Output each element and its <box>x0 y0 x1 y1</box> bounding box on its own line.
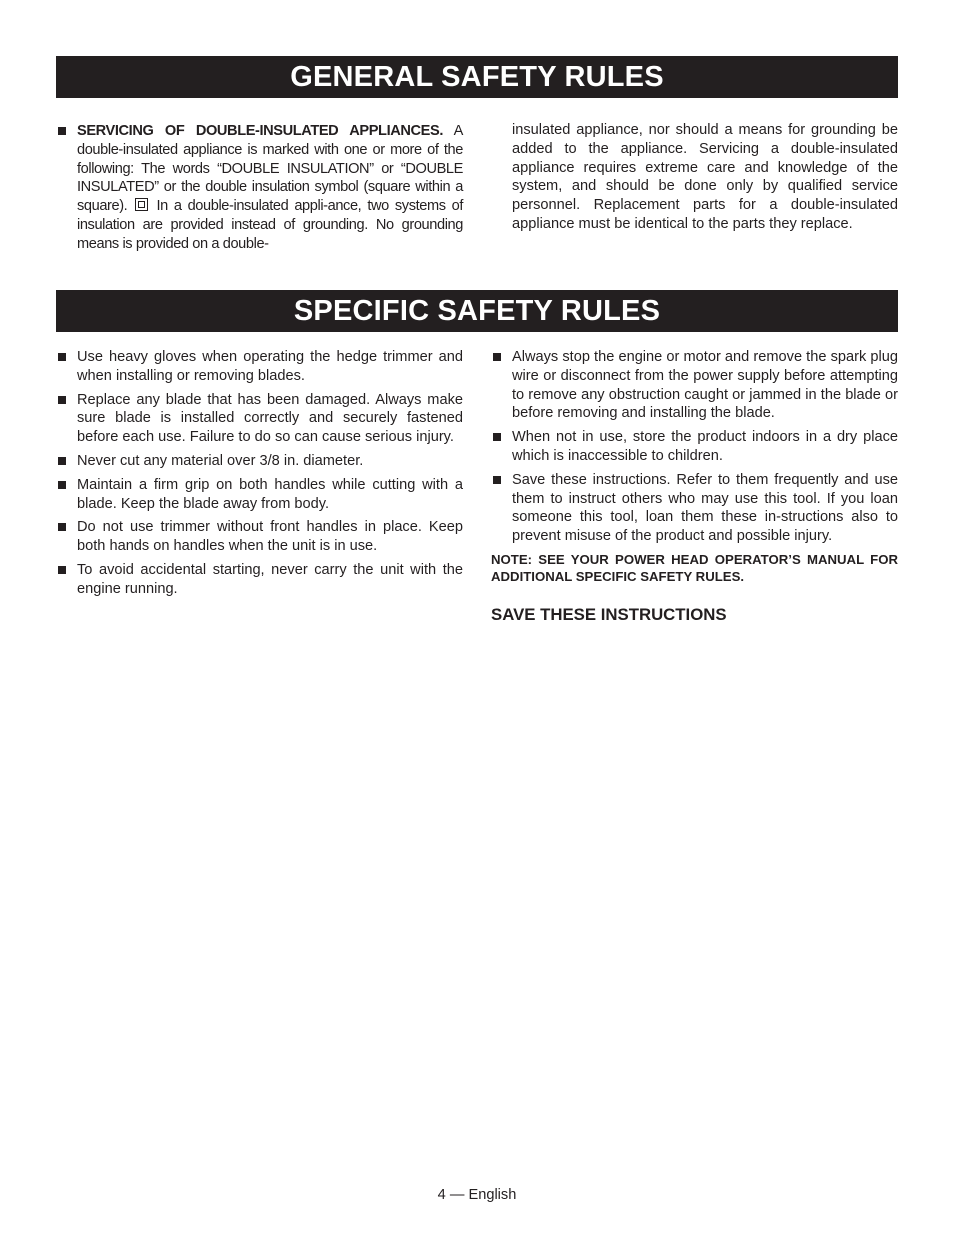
list-item-text: Always stop the engine or motor and remove the spark plug wire or disconnect from the power supply before attempting to remove any obstruction caught or jammed in the blade or before removing and installing the blade. <box>512 349 898 422</box>
general-safety-rules-title: GENERAL SAFETY RULES <box>290 60 664 93</box>
list-item-text: Replace any blade that has been damaged. Always make sure blade is installed correctly and securely fastened before each use. Failure to do so can cause serious injury. <box>77 391 463 446</box>
servicing-text-part2: In a double-insulated appli-ance, two systems of insulation are provided instead of grounding. No grounding means is provided on a double- <box>77 198 464 252</box>
save-these-instructions-heading: SAVE THESE INSTRUCTIONS <box>491 604 727 624</box>
list-item-text: Maintain a firm grip on both handles while cutting with a blade. Keep the blade away from body. <box>77 476 463 512</box>
list-item-text: Save these instructions. Refer to them frequently and use them to instruct others who may use this tool. If you loan someone this tool, loan them these in-structions also to prevent misuse of the product and possible injury. <box>512 471 898 545</box>
bullet-square-icon <box>493 476 501 484</box>
servicing-heading: SERVICING OF DOUBLE-INSULATED APPLIANCES. <box>77 123 443 139</box>
servicing-continuation-text: insulated appliance, nor should a means for grounding be added to the appliance. Servicing a double-insulated appliance requires extreme care and knowledge of the system, and should be done only by qualified service personnel. Replacement parts for a double-insulated appliance must be identical to the parts they replace. <box>512 122 898 232</box>
bullet-square-icon <box>58 566 66 574</box>
list-item <box>56 561 463 599</box>
list-item <box>56 452 463 471</box>
specific-safety-rules-banner <box>56 290 898 332</box>
specific-safety-rules-title: SPECIFIC SAFETY RULES <box>293 294 661 327</box>
list-item <box>56 476 463 514</box>
list-item <box>56 348 463 386</box>
double-insulation-symbol-icon <box>135 198 148 211</box>
list-item <box>491 348 898 423</box>
general-rules-right-column <box>491 121 898 234</box>
bullet-square-icon <box>58 127 66 135</box>
bullet-square-icon <box>58 396 66 404</box>
bullet-square-icon <box>58 481 66 489</box>
list-item <box>491 471 898 546</box>
general-safety-rules-banner <box>56 56 898 98</box>
list-item <box>56 518 463 556</box>
page-footer: 4 — English <box>437 1187 517 1203</box>
bullet-square-icon <box>58 523 66 531</box>
list-item-text: To avoid accidental starting, never carry the unit with the engine running. <box>77 561 463 597</box>
bullet-square-icon <box>493 433 501 441</box>
power-head-manual-note: NOTE: SEE YOUR POWER HEAD OPERATOR’S MANUAL FOR ADDITIONAL SPECIFIC SAFETY RULES. <box>491 551 898 585</box>
list-item-text: Never cut any material over 3/8 in. diameter. <box>77 452 364 469</box>
general-rules-left-column <box>56 122 463 259</box>
specific-rules-left-column <box>56 348 463 604</box>
list-item <box>56 391 463 447</box>
servicing-text-part1: A double-insulated appliance is marked with one or more of the following: The words “DOUBLE INSULATION” or “DOUBLE INSULATED” or the double insulation symbol (square within a square). <box>77 123 463 215</box>
specific-rules-right-column <box>491 348 898 625</box>
list-item-text: When not in use, store the product indoors in a dry place which is inaccessible to children. <box>512 429 898 464</box>
list-item-text: Use heavy gloves when operating the hedge trimmer and when installing or removing blades. <box>77 349 463 384</box>
list-item-text: Do not use trimmer without front handles in place. Keep both hands on handles when the unit is in use. <box>77 519 463 555</box>
bullet-square-icon <box>58 353 66 361</box>
bullet-square-icon <box>493 353 501 361</box>
servicing-double-insulated-item <box>56 122 463 254</box>
bullet-square-icon <box>58 457 66 465</box>
list-item <box>491 428 898 466</box>
